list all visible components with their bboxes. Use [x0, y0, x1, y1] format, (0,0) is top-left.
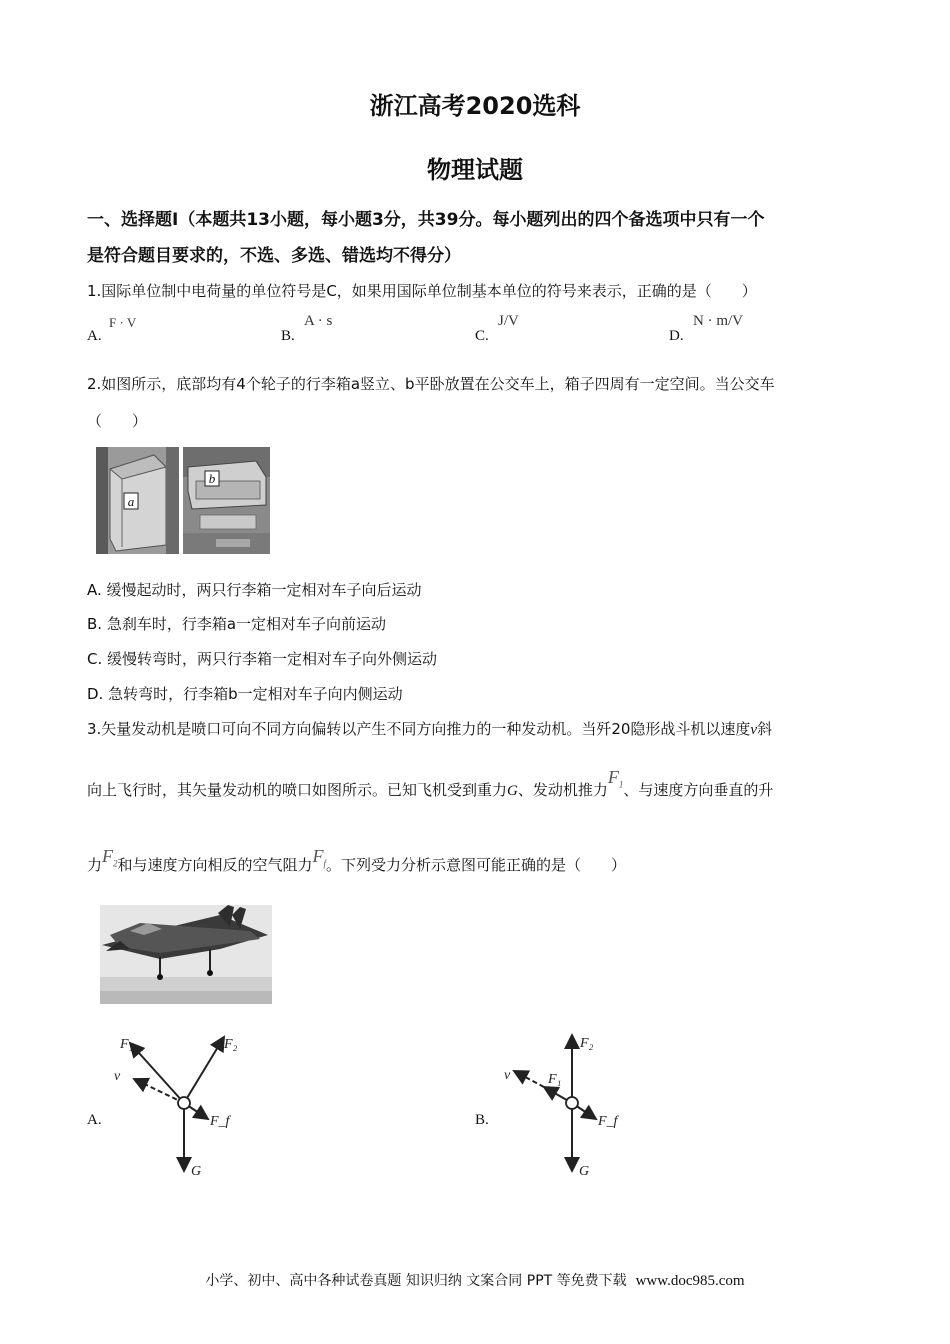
section-heading-line1: 一、选择题I（本题共13小题，每小题3分，共39分。每小题列出的四个备选项中只有一个: [87, 210, 765, 230]
q2-option-c: C. 缓慢转弯时，两只行李箱一定相对车子向外侧运动: [87, 650, 438, 668]
diagram-a-letter: A.: [87, 1112, 102, 1128]
force-diagram-a: [100, 1025, 280, 1185]
section-heading-line2: 是符合题目要求的，不选、多选、错选均不得分）: [87, 246, 461, 266]
q2-paren: （ ）: [87, 412, 148, 430]
diagram-b-label-f2: F₂: [580, 1036, 594, 1051]
q2-option-b: B. 急刹车时，行李箱a一定相对车子向前运动: [87, 615, 387, 633]
luggage-photo: [96, 447, 270, 554]
diagram-b-label-f1: F₁: [548, 1072, 562, 1087]
diagram-b-letter: B.: [475, 1112, 489, 1128]
q2-stem: 2.如图所示，底部均有4个轮子的行李箱a竖立、b平卧放置在公交车上，箱子四周有一定空间。当公交车: [87, 375, 775, 393]
footer-text: 小学、初中、高中各种试卷真题 知识归纳 文案合同 PPT 等免费下载: [205, 1273, 627, 1289]
q3-symbol-f2: $F_2$: [102, 846, 118, 869]
page-footer: [0, 1270, 950, 1290]
q1-option-c-value: J/V: [498, 313, 519, 329]
q1-option-b-value: A · s: [304, 313, 333, 329]
diagram-a-f1-arrow: [130, 1043, 184, 1103]
q3-line2-end: 、与速度方向垂直的升: [623, 781, 774, 799]
q3-line2-mid: 、发动机推力: [517, 781, 608, 799]
luggage-label-a: a: [127, 494, 135, 509]
q3-line1-text: 3.矢量发动机是喷口可向不同方向偏转以产生不同方向推力的一种发动机。当歼20隐形战斗机以速度: [87, 720, 751, 738]
q1-stem: 1.国际单位制中电荷量的单位符号是C，如果用国际单位制基本单位的符号来表示，正确的是（ ）: [87, 282, 757, 300]
q3-stem-line2: [87, 767, 774, 802]
diagram-b-label-v: v: [504, 1068, 511, 1083]
fighter-jet-photo: [100, 905, 272, 1004]
diagram-a-label-f1: F₁: [120, 1037, 134, 1052]
luggage-label-b: b: [208, 471, 216, 486]
diagram-a-label-f2: F₂: [224, 1037, 238, 1052]
diagram-a-label-v: v: [114, 1069, 121, 1084]
diagram-a-f2-arrow: [184, 1037, 224, 1103]
q3-line3-start: 力: [87, 856, 103, 874]
diagram-b-v-arrow: [514, 1071, 544, 1087]
diagram-a-label-g: G: [191, 1164, 202, 1179]
q3-line2-text: 向上飞行时，其矢量发动机的喷口如图所示。已知飞机受到重力: [87, 781, 508, 799]
q1-option-a-letter: A.: [87, 328, 102, 344]
q2-option-d: D. 急转弯时，行李箱b一定相对车子向内侧运动: [87, 685, 403, 703]
diagram-b-label-g: G: [579, 1164, 590, 1179]
exam-subtitle: 物理试题: [427, 156, 523, 184]
q3-stem-line3: [87, 846, 627, 877]
q1-option-c-letter: C.: [475, 328, 489, 344]
exam-title: 浙江高考2020选科: [369, 92, 581, 120]
q3-stem-line1: [87, 718, 772, 739]
q1-option-b-letter: B.: [281, 328, 295, 344]
q3-symbol-ff: $F_f$: [312, 846, 327, 869]
q3-symbol-v: v: [750, 722, 758, 738]
q1-option-d-value: N · m/V: [693, 313, 743, 329]
q1-option-a-value: F · V: [109, 315, 137, 330]
q1-option-d-letter: D.: [669, 328, 684, 344]
q3-symbol-f1: $F_1$: [607, 767, 624, 790]
q3-line3-end: 。下列受力分析示意图可能正确的是（ ）: [326, 856, 627, 874]
diagram-a-v-arrow: [134, 1079, 184, 1103]
diagram-b-label-ff: F_f: [598, 1114, 618, 1129]
q3-line3-mid: 和与速度方向相反的空气阻力: [117, 856, 313, 874]
diagram-a-label-ff: F_f: [210, 1114, 230, 1129]
footer-url[interactable]: www.doc985.com: [635, 1273, 745, 1289]
q3-line1-end: 斜: [757, 720, 773, 738]
force-diagram-b: [490, 1025, 670, 1185]
q2-option-a: A. 缓慢起动时，两只行李箱一定相对车子向后运动: [87, 581, 422, 599]
q3-symbol-g: G: [507, 783, 518, 799]
